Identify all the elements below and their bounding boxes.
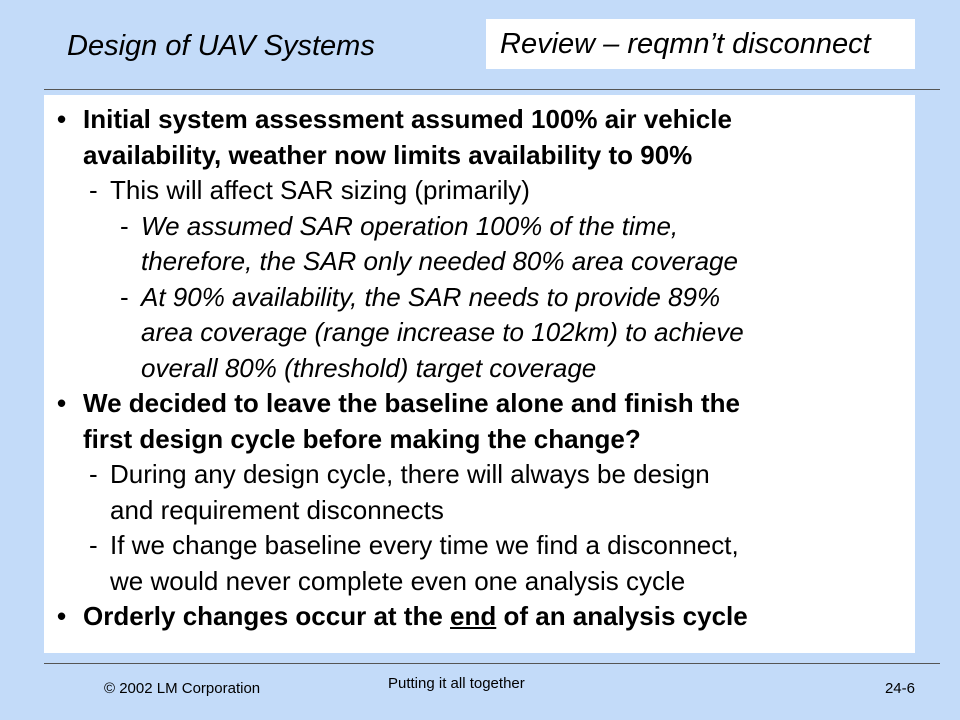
- bullet-dot: •: [57, 104, 67, 134]
- emphasized-word: end: [450, 601, 497, 631]
- sub-bullet-item: [44, 457, 915, 528]
- slide-topic: Review – reqmn’t disconnect: [486, 19, 915, 69]
- sub-bullet-dash: -: [89, 459, 98, 489]
- page-number: 24-6: [884, 680, 915, 697]
- sub-sub-bullet-item: [44, 280, 915, 387]
- bullet-line: first design cycle before making the change?: [83, 423, 641, 454]
- bullet-line: [83, 599, 915, 635]
- sub-bullet-line: we would never complete even one analysis cycle: [110, 565, 686, 596]
- sub-bullet-item: [44, 173, 915, 209]
- slide-content: [44, 95, 915, 653]
- bullet-line: availability, weather now limits availability to 90%: [83, 139, 693, 170]
- course-title: Design of UAV Systems: [67, 30, 375, 62]
- sub-sub-bullet-item: [44, 209, 915, 280]
- bullet-text: of an analysis cycle: [496, 601, 748, 631]
- sub-sub-bullet-line: At 90% availability, the SAR needs to provide 89%: [141, 281, 721, 312]
- bullet-line: Initial system assessment assumed 100% air vehicle: [83, 104, 732, 134]
- footer-divider: [44, 663, 940, 664]
- sub-bullet-line: This will affect SAR sizing (primarily): [110, 175, 530, 205]
- sub-sub-bullet-line: area coverage (range increase to 102km) to achieve: [141, 317, 744, 347]
- sub-sub-bullet-dash: -: [120, 281, 129, 312]
- copyright-notice: © 2002 LM Corporation: [104, 680, 261, 697]
- sub-bullet-line: and requirement disconnects: [110, 494, 444, 525]
- bullet-item: [44, 102, 915, 173]
- bullet-text: Orderly changes occur at the: [83, 601, 451, 631]
- sub-bullet-dash: -: [89, 175, 98, 205]
- sub-sub-bullet-line: overall 80% (threshold) target coverage: [141, 352, 597, 383]
- sub-bullet-line: During any design cycle, there will always be design: [110, 459, 710, 489]
- sub-sub-bullet-line: We assumed SAR operation 100% of the time,: [141, 210, 679, 241]
- sub-bullet-dash: -: [89, 530, 98, 560]
- bullet-item: [44, 386, 915, 457]
- sub-sub-bullet-dash: -: [120, 210, 129, 241]
- sub-bullet-line: If we change baseline every time we find a disconnect,: [110, 530, 739, 560]
- sub-bullet-item: [44, 528, 915, 599]
- bullet-item: [44, 599, 915, 635]
- bullet-dot: •: [57, 601, 67, 631]
- sub-sub-bullet-line: therefore, the SAR only needed 80% area coverage: [141, 246, 738, 276]
- bullet-dot: •: [57, 388, 67, 418]
- section-title: Putting it all together: [388, 675, 525, 692]
- header-divider: [44, 89, 940, 90]
- bullet-line: We decided to leave the baseline alone and finish the: [83, 388, 740, 418]
